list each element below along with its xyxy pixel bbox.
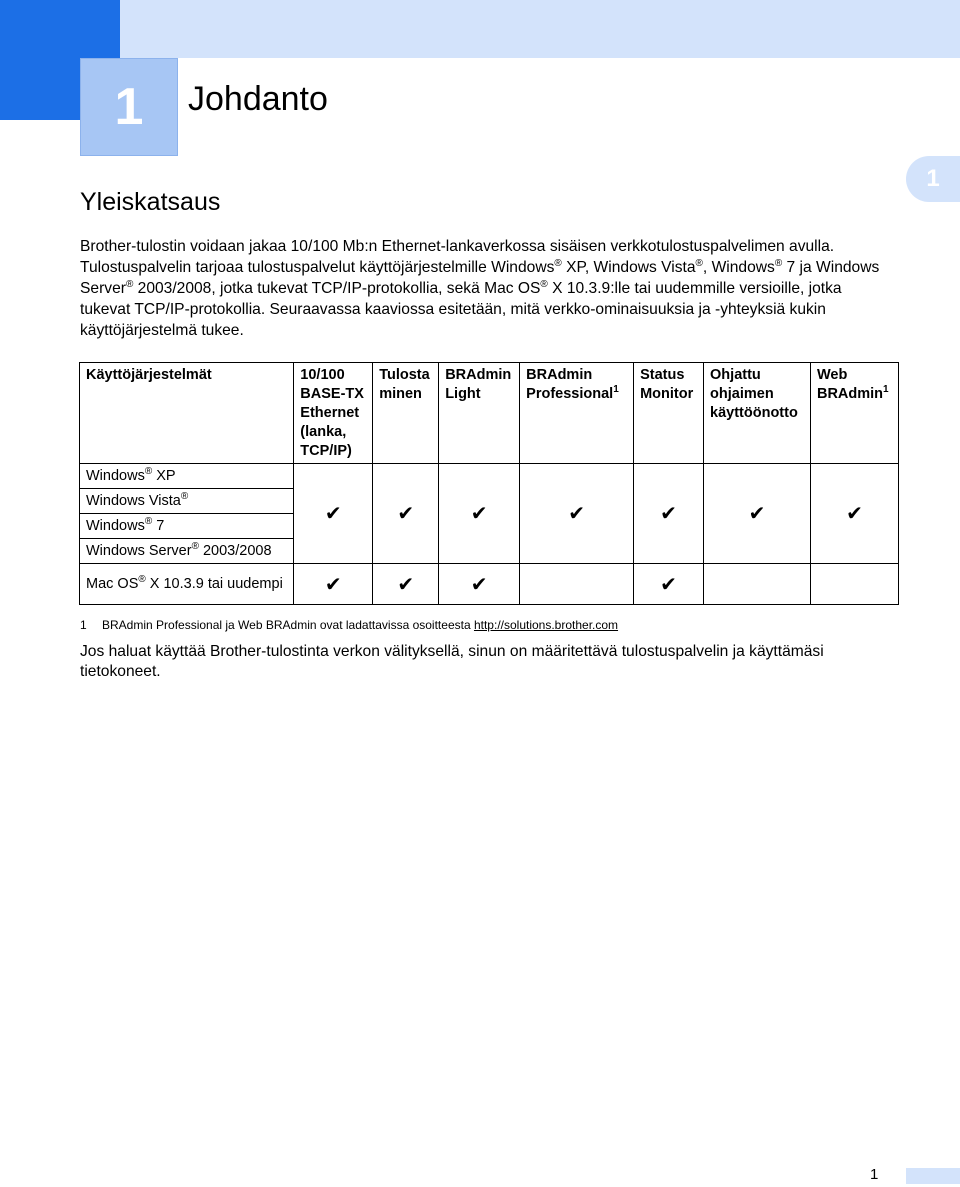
registered-mark: ® bbox=[144, 465, 153, 477]
footnote-link[interactable]: http://solutions.brother.com bbox=[473, 618, 619, 632]
footnote bbox=[80, 618, 618, 632]
empty-driver-mac bbox=[704, 564, 811, 605]
intro-text-2: XP, Windows Vista bbox=[561, 259, 696, 276]
empty-web-bradmin-mac bbox=[810, 564, 898, 605]
closing-paragraph: Jos haluat käyttää Brother-tulostinta verkon välityksellä, sinun on määritettävä tulostuspalvelin ja käyttämäsi tietokoneet. bbox=[80, 643, 824, 680]
header-bradmin-professional-label: BRAdmin Professional bbox=[526, 367, 614, 402]
check-bradmin-light-windows: ✔ bbox=[439, 464, 520, 564]
check-status-monitor-windows: ✔ bbox=[634, 464, 704, 564]
registered-mark: ® bbox=[540, 279, 548, 290]
os-label: Windows bbox=[86, 467, 145, 484]
footnote-ref: 1 bbox=[883, 384, 889, 395]
header-band-light bbox=[120, 0, 960, 58]
header-bradmin-light: BRAdmin Light bbox=[439, 363, 520, 464]
page-number: 1 bbox=[870, 1166, 879, 1183]
chapter-title: Johdanto bbox=[188, 80, 328, 118]
footnote-ref: 1 bbox=[613, 384, 619, 395]
os-label: X 10.3.9 tai uudempi bbox=[145, 575, 283, 592]
table-row bbox=[80, 464, 899, 489]
registered-mark: ® bbox=[125, 279, 134, 290]
header-web-bradmin-label: Web BRAdmin bbox=[816, 367, 884, 402]
check-bradmin-pro-windows: ✔ bbox=[520, 464, 634, 564]
section-title: Yleiskatsaus bbox=[80, 188, 221, 216]
check-bradmin-light-mac: ✔ bbox=[439, 564, 520, 605]
os-mac bbox=[80, 564, 294, 605]
os-label: Mac OS bbox=[86, 575, 139, 592]
os-label: XP bbox=[152, 467, 176, 484]
registered-mark: ® bbox=[180, 490, 189, 502]
check-ethernet-windows: ✔ bbox=[294, 464, 373, 564]
os-label: 7 bbox=[152, 517, 165, 534]
os-label: 2003/2008 bbox=[198, 542, 272, 559]
registered-mark: ® bbox=[554, 258, 562, 269]
os-windows-server bbox=[80, 539, 294, 564]
check-web-bradmin-windows: ✔ bbox=[810, 464, 898, 564]
intro-text-1: Brother-tulostin voidaan jakaa 10/100 Mb:n Ethernet-lankaverkossa sisäisen verkkotulostuspalvelimen avulla. Tulostuspalvelin tarjoaa tulostuspalvelut käyttöjärjestelmille Windows bbox=[80, 238, 835, 276]
os-feature-table bbox=[79, 362, 899, 605]
header-bradmin-professional bbox=[520, 363, 634, 464]
os-label: Windows bbox=[86, 517, 145, 534]
os-windows-7 bbox=[80, 514, 294, 539]
header-web-bradmin bbox=[810, 363, 898, 464]
header-status-monitor: Status Monitor bbox=[634, 363, 704, 464]
chapter-side-tab: 1 bbox=[906, 156, 960, 202]
chapter-number: 1 bbox=[80, 58, 178, 156]
intro-text-4: 7 ja Windows Server bbox=[80, 259, 880, 297]
footnote-number: 1 bbox=[80, 618, 87, 632]
os-windows-xp bbox=[80, 464, 294, 489]
intro-text-6: X 10.3.9:lle tai uudemmille versioille, jotka tukevat TCP/IP-protokollia. Seuraavassa kaaviossa esitetään, mitä verkko-ominaisuuksia ja -yhteyksiä kukin käyttöjärjestelmä tukee. bbox=[80, 280, 842, 339]
header-os: Käyttöjärjestelmät bbox=[80, 363, 294, 464]
os-label: Windows Server bbox=[86, 542, 192, 559]
registered-mark: ® bbox=[695, 258, 703, 269]
footnote-text: BRAdmin Professional ja Web BRAdmin ovat ladattavissa osoitteesta bbox=[102, 618, 474, 632]
check-printing-mac: ✔ bbox=[373, 564, 439, 605]
header-ethernet: 10/100 BASE-TX Ethernet (lanka, TCP/IP) bbox=[294, 363, 373, 464]
intro-paragraph bbox=[80, 236, 895, 341]
os-label: Windows Vista bbox=[86, 492, 181, 509]
os-windows-vista bbox=[80, 489, 294, 514]
registered-mark: ® bbox=[138, 573, 146, 585]
table-row bbox=[80, 564, 899, 605]
check-driver-windows: ✔ bbox=[704, 464, 811, 564]
intro-text-3: , Windows bbox=[702, 259, 775, 276]
intro-text-5: 2003/2008, jotka tukevat TCP/IP-protokollia, sekä Mac OS bbox=[133, 280, 541, 297]
table-header-row bbox=[80, 363, 899, 464]
header-printing: Tulosta minen bbox=[373, 363, 439, 464]
check-status-monitor-mac: ✔ bbox=[634, 564, 704, 605]
registered-mark: ® bbox=[191, 540, 199, 552]
empty-bradmin-pro-mac bbox=[520, 564, 634, 605]
check-printing-windows: ✔ bbox=[373, 464, 439, 564]
header-driver-deployment: Ohjattu ohjaimen käyttöönotto bbox=[704, 363, 811, 464]
registered-mark: ® bbox=[774, 258, 783, 269]
check-ethernet-mac: ✔ bbox=[294, 564, 373, 605]
registered-mark: ® bbox=[144, 515, 153, 527]
page-footer-bar bbox=[906, 1168, 960, 1184]
